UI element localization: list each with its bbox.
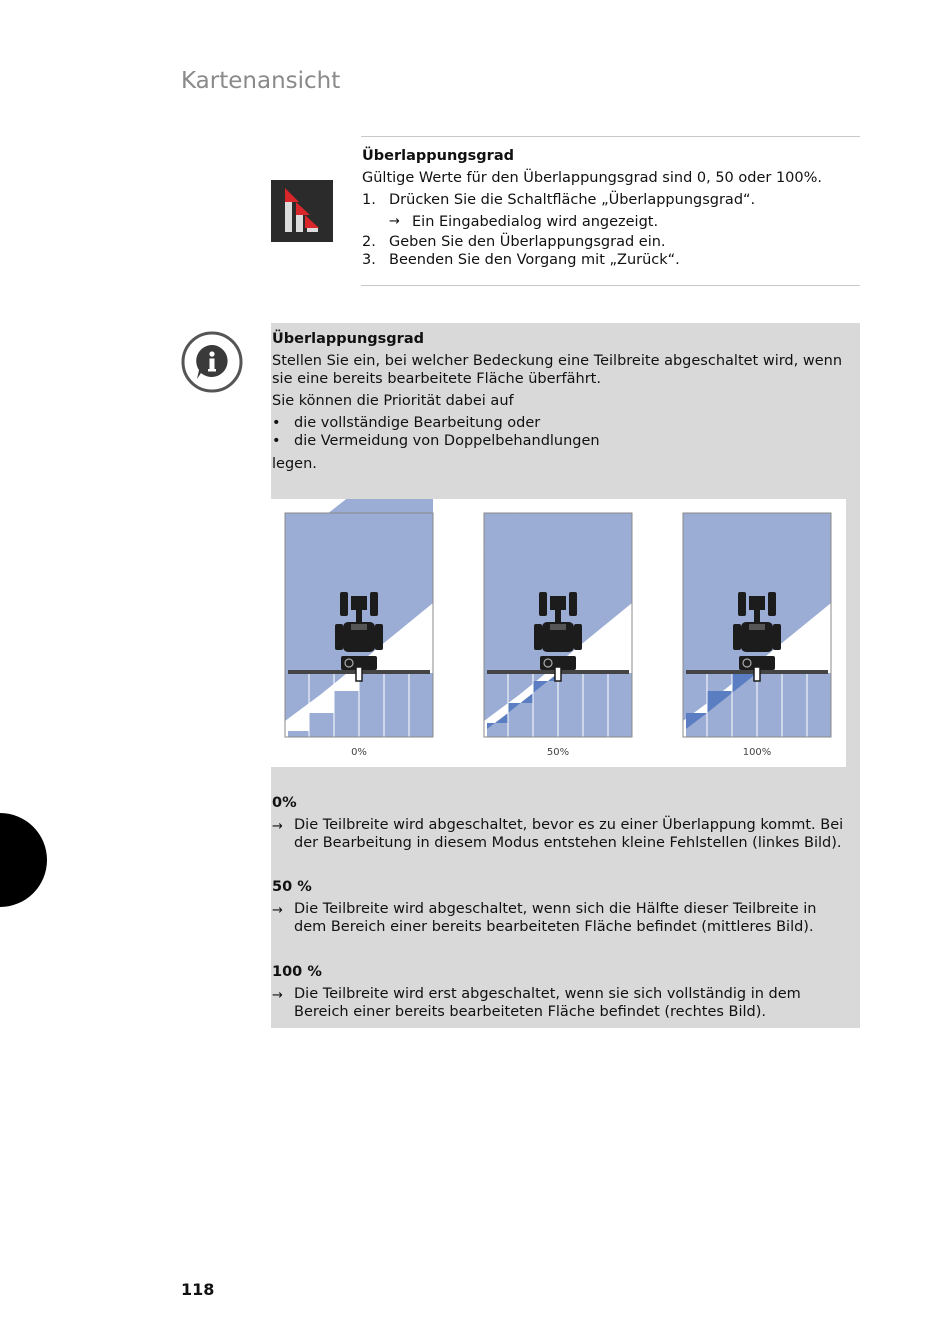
bullet-text: die Vermeidung von Doppelbehandlungen <box>294 432 600 449</box>
step-text: Beenden Sie den Vorgang mit „Zurück“. <box>389 252 680 268</box>
figure-panel-0 <box>285 499 433 737</box>
mode-title-50: 50 % <box>272 879 312 895</box>
result-text: Ein Eingabedialog wird angezeigt. <box>412 214 659 230</box>
figure-label-50: 50% <box>546 747 570 758</box>
chapter-tab-marker <box>0 813 47 907</box>
result-arrow: → <box>272 819 283 834</box>
bullet-text: die vollständige Bearbeitung oder <box>294 415 541 431</box>
result-arrow: → <box>272 903 283 918</box>
step-item <box>362 250 858 270</box>
info-heading: Überlappungsgrad <box>272 331 425 347</box>
step-number: 2. <box>362 234 376 250</box>
info-paragraph-1: Stellen Sie ein, bei welcher Bedeckung eine Teilbreite abgeschaltet wird, wenn sie eine bereits bearbeitete Fläche überfährt. <box>272 353 843 387</box>
info-bullet-list <box>272 415 852 450</box>
section-title: Kartenansicht <box>181 68 341 94</box>
list-item <box>272 433 852 451</box>
mode-title-0: 0% <box>272 795 297 811</box>
step-item <box>362 190 858 210</box>
figure-label-100: 100% <box>742 747 772 758</box>
step-text: Geben Sie den Überlappungsgrad ein. <box>389 234 666 250</box>
step-number: 1. <box>362 192 376 208</box>
info-paragraph-2: Sie können die Priorität dabei auf <box>272 393 514 409</box>
mode-title-100: 100 % <box>272 964 322 980</box>
mode-description-50 <box>272 901 852 936</box>
info-paragraph-3: legen. <box>272 456 317 472</box>
overlap-figure <box>271 499 846 767</box>
step-item <box>362 232 858 252</box>
figure-panel-50 <box>484 513 632 737</box>
step-block <box>362 146 858 270</box>
figure-label-0: 0% <box>351 747 367 758</box>
mode-text: Die Teilbreite wird abgeschaltet, wenn sich die Hälfte dieser Teilbreite in dem Bereich einer bereits bearbeiteten Fläche befindet (mittleres Bild). <box>294 901 817 935</box>
page-number: 118 <box>181 1280 215 1299</box>
overlap-degree-icon[interactable] <box>271 180 333 242</box>
step-result <box>362 210 858 234</box>
step-intro: Gültige Werte für den Überlappungsgrad sind 0, 50 oder 100%. <box>362 170 823 186</box>
step-number: 3. <box>362 252 376 268</box>
mode-text: Die Teilbreite wird erst abgeschaltet, wenn sie sich vollständig in dem Bereich einer bereits bearbeiteten Fläche befindet (rechtes Bild). <box>294 986 801 1020</box>
mode-description-0 <box>272 817 852 852</box>
info-icon <box>181 331 243 393</box>
result-arrow: → <box>272 988 283 1003</box>
result-arrow: → <box>389 214 400 229</box>
step-heading: Überlappungsgrad <box>362 148 515 164</box>
mode-description-100 <box>272 986 852 1021</box>
divider-top <box>361 136 860 137</box>
list-item <box>272 415 852 433</box>
figure-panel-100 <box>683 513 831 737</box>
bullet-symbol: • <box>272 432 281 449</box>
step-text: Drücken Sie die Schaltfläche „Überlappungsgrad“. <box>389 192 756 208</box>
divider-bottom <box>361 285 860 286</box>
mode-text: Die Teilbreite wird abgeschaltet, bevor es zu einer Überlappung kommt. Bei der Bearbeitung in diesem Modus entstehen kleine Fehlstellen (linkes Bild). <box>294 817 844 851</box>
bullet-symbol: • <box>272 415 281 431</box>
